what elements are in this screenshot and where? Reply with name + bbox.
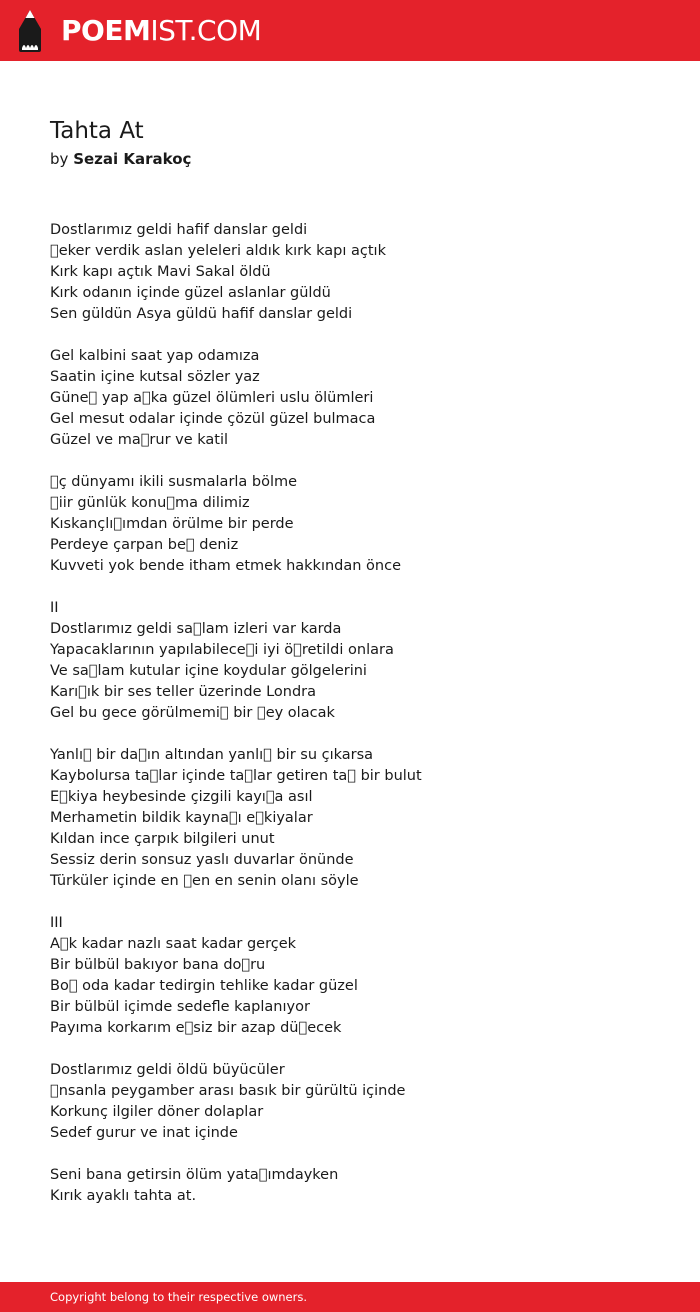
poem-line: Yapacaklarının yapılabilece i iyi ö retildi onlara <box>50 642 394 658</box>
poem-line: Sen güldün Asya güldü hafif danslar geldi <box>50 306 353 322</box>
poem-line: Saatin içine kutsal sözler yaz <box>50 369 260 385</box>
poem-line: Perdeye çarpan be  deniz <box>50 537 239 553</box>
poem-line: Gel bu gece görülmemi  bir  ey olacak <box>50 705 335 721</box>
poem-line: Dostlarımız geldi hafif danslar geldi <box>50 222 308 238</box>
stanza <box>50 598 650 724</box>
stanza <box>50 346 650 451</box>
logo-text-light: IST.COM <box>150 14 262 47</box>
poem-body <box>50 220 650 1207</box>
poem-line:  ç dünyamı ikili susmalarla bölme <box>50 474 298 490</box>
stanza <box>50 472 650 577</box>
stanza <box>50 1060 650 1144</box>
poem-line: A k kadar nazlı saat kadar gerçek <box>50 936 297 952</box>
poem-line: Dostlarımız geldi öldü büyücüler <box>50 1062 285 1078</box>
poem-line: Payıma korkarım e siz bir azap dü ecek <box>50 1020 342 1036</box>
poem-line: Merhametin bildik kayna ı e kiyalar <box>50 810 313 826</box>
poem-line: E kiya heybesinde çizgili kayı a asıl <box>50 789 313 805</box>
stanza <box>50 1165 650 1207</box>
stanza <box>50 745 650 892</box>
author-name[interactable]: Sezai Karakoç <box>73 150 192 168</box>
poem-line: Kırk odanın içinde güzel aslanlar güldü <box>50 285 331 301</box>
poem-line: Gel mesut odalar içinde çözül güzel bulmaca <box>50 411 376 427</box>
poem-line: Bir bülbül bakıyor bana do ru <box>50 957 266 973</box>
poem-line: Kıldan ince çarpık bilgileri unut <box>50 831 275 847</box>
site-header <box>0 0 700 61</box>
poem-line: Kırık ayaklı tahta at. <box>50 1188 197 1204</box>
poem-line: Karı ık bir ses teller üzerinde Londra <box>50 684 317 700</box>
poem-line:  iir günlük konu ma dilimiz <box>50 495 250 511</box>
poem-line: Korkunç ilgiler döner dolaplar <box>50 1104 264 1120</box>
poem-line: Gel kalbini saat yap odamıza <box>50 348 260 364</box>
poem-line: Türküler içinde en  en en senin olanı söyle <box>50 873 359 889</box>
poem-line: Güne  yap a ka güzel ölümleri uslu ölümleri <box>50 390 374 406</box>
poem-line:  nsanla peygamber arası basık bir gürültü içinde <box>50 1083 406 1099</box>
poem-line: Sedef gurur ve inat içinde <box>50 1125 238 1141</box>
poem-line:  eker verdik aslan yeleleri aldık kırk kapı açtık <box>50 243 386 259</box>
poem-line: Seni bana getirsin ölüm yata ımdayken <box>50 1167 339 1183</box>
poem-line: Bir bülbül içimde sedefle kaplanıyor <box>50 999 310 1015</box>
by-label: by <box>50 150 69 168</box>
stanza <box>50 220 650 325</box>
poem-line: Kırk kapı açtık Mavi Sakal öldü <box>50 264 271 280</box>
poem-line: Dostlarımız geldi sa lam izleri var karda <box>50 621 342 637</box>
logo-text <box>61 10 261 52</box>
poem-line: Kıskançlı ımdan örülme bir perde <box>50 516 294 532</box>
poem-line: Sessiz derin sonsuz yaslı duvarlar önünde <box>50 852 354 868</box>
poem-content <box>50 116 650 1228</box>
poem-line: Ve sa lam kutular içine koydular gölgelerini <box>50 663 367 679</box>
stanza <box>50 913 650 1039</box>
poem-title: Tahta At <box>50 118 144 144</box>
site-logo[interactable] <box>18 10 261 52</box>
poem-line: II <box>50 600 59 616</box>
pencil-icon <box>18 10 42 52</box>
poem-line: Bo  oda kadar tedirgin tehlike kadar güzel <box>50 978 358 994</box>
poem-line: Yanlı  bir da ın altından yanlı  bir su çıkarsa <box>50 747 374 763</box>
site-footer <box>0 1282 700 1312</box>
poem-line: III <box>50 915 63 931</box>
logo-text-bold: POEM <box>61 14 151 47</box>
byline <box>50 149 650 169</box>
poem-line: Kaybolursa ta lar içinde ta lar getiren ta  bir bulut <box>50 768 422 784</box>
copyright-text: Copyright belong to their respective owners. <box>50 1290 308 1304</box>
poem-line: Güzel ve ma rur ve katil <box>50 432 229 448</box>
poem-line: Kuvveti yok bende itham etmek hakkından önce <box>50 558 402 574</box>
